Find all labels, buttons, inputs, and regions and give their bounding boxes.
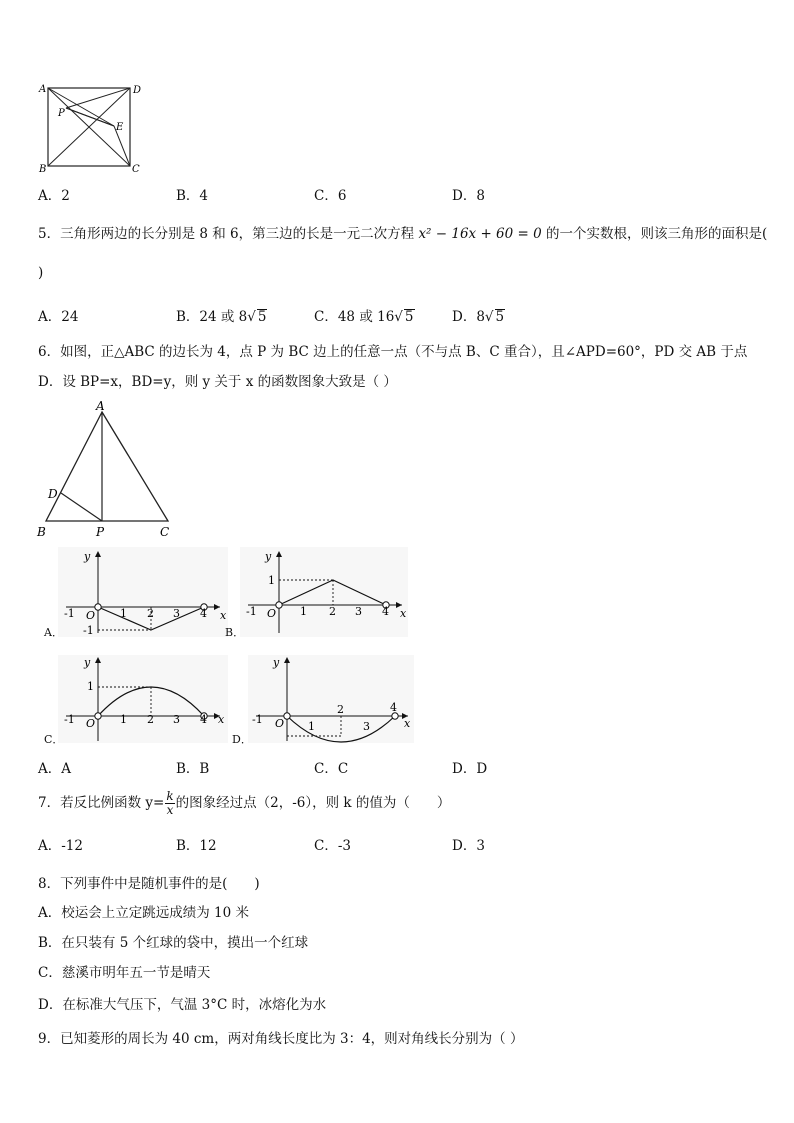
label-c: C <box>132 164 140 175</box>
svg-text:1: 1 <box>120 713 127 726</box>
q6-graph-c <box>58 655 228 743</box>
segment-ae <box>48 88 114 126</box>
segment-pd <box>66 88 130 108</box>
q5-equation: x² − 16x + 60 = 0 <box>418 226 542 242</box>
open-point-origin <box>95 604 101 610</box>
q6-graph-d <box>248 655 414 743</box>
q8-option-b[interactable]: B．在只装有 5 个红球的袋中，摸出一个红球 <box>38 935 309 951</box>
svg-text:O: O <box>267 607 277 620</box>
svg-text:3: 3 <box>363 720 370 733</box>
q9-stem: 9．已知菱形的周长为 40 cm，两对角线长度比为 3：4，则对角线长分别为（ ） <box>38 1031 524 1047</box>
svg-text:x: x <box>218 713 225 726</box>
q5-option-c[interactable]: C．48 或 16√ 5 <box>314 309 414 325</box>
label-a: A <box>39 84 47 95</box>
q4-option-d[interactable]: D．8 <box>452 188 485 204</box>
q8-option-a[interactable]: A．校运会上立定跳远成绩为 10 米 <box>38 905 250 921</box>
q7-option-a[interactable]: A．-12 <box>38 838 83 854</box>
svg-text:2: 2 <box>147 607 154 620</box>
svg-text:O: O <box>275 717 285 730</box>
q7-option-b[interactable]: B．12 <box>176 838 217 854</box>
q6-option-b[interactable]: B．B <box>176 761 210 777</box>
svg-text:-1: -1 <box>252 713 263 726</box>
q6-graph-d-tag: D． <box>232 733 252 746</box>
q7-stem: 7．若反比例函数 y= $\frac{k}{x}$ 的图象经过点（2，-6），则 k 的值为（ ） <box>38 789 451 817</box>
q5-stem-close: ) <box>38 265 44 281</box>
svg-text:3: 3 <box>173 713 180 726</box>
q4-square-figure <box>36 80 148 176</box>
svg-text:1: 1 <box>268 574 275 587</box>
svg-text:y: y <box>265 550 272 563</box>
q4-option-b[interactable]: B．4 <box>176 188 209 204</box>
label-p: P <box>96 525 105 539</box>
svg-text:1: 1 <box>308 720 315 733</box>
label-b: B <box>37 525 46 539</box>
svg-text:4: 4 <box>200 607 207 620</box>
q8-option-c[interactable]: C．慈溪市明年五一节是晴天 <box>38 965 211 981</box>
svg-text:y: y <box>84 550 91 563</box>
label-c: C <box>160 525 170 539</box>
svg-text:x: x <box>220 609 227 622</box>
svg-text:2: 2 <box>337 703 344 716</box>
label-a: A <box>96 399 105 413</box>
q6-stem-line1: 6．如图，正△ABC 的边长为 4，点 P 为 BC 边上的任意一点（不与点 B、C 重合），且∠APD=60°，PD 交 AB 于点 <box>38 344 748 360</box>
svg-text:4: 4 <box>390 701 397 714</box>
label-d: D <box>133 85 142 96</box>
q6-option-c[interactable]: C．C <box>314 761 349 777</box>
svg-text:-1: -1 <box>64 713 75 726</box>
svg-text:O: O <box>86 717 96 730</box>
segment-dp <box>61 493 102 521</box>
q6-option-d[interactable]: D．D <box>452 761 488 777</box>
svg-text:4: 4 <box>200 713 207 726</box>
q6-graph-a <box>58 547 228 637</box>
q6-triangle-figure <box>34 398 184 540</box>
svg-text:O: O <box>86 609 96 622</box>
q6-option-a[interactable]: A．A <box>38 761 71 777</box>
label-p: P <box>58 108 65 119</box>
q6-graph-b-tag: B． <box>225 626 245 639</box>
svg-text:1: 1 <box>87 680 94 693</box>
svg-text:y: y <box>84 656 91 669</box>
svg-text:2: 2 <box>147 713 154 726</box>
triangle-abc <box>46 412 168 521</box>
q6-stem-line2: D．设 BP=x，BD=y，则 y 关于 x 的函数图象大致是（ ） <box>38 374 397 390</box>
q4-option-c[interactable]: C．6 <box>314 188 347 204</box>
svg-text:y: y <box>273 656 280 669</box>
q7-option-d[interactable]: D．3 <box>452 838 485 854</box>
svg-text:3: 3 <box>173 607 180 620</box>
q6-graph-a-tag: A． <box>44 626 63 639</box>
q6-graph-c-tag: C． <box>44 733 64 746</box>
svg-text:-1: -1 <box>64 607 75 620</box>
q5-option-a[interactable]: A．24 <box>38 309 79 325</box>
svg-text:4: 4 <box>382 605 389 618</box>
label-e: E <box>116 122 124 133</box>
label-d: D <box>48 487 58 501</box>
q8-option-d[interactable]: D．在标准大气压下，气温 3°C 时，冰熔化为水 <box>38 997 327 1013</box>
q7-option-c[interactable]: C．-3 <box>314 838 351 854</box>
svg-text:-1: -1 <box>83 624 94 637</box>
svg-text:2: 2 <box>329 605 336 618</box>
q5-option-b[interactable]: B．24 或 8√ 5 <box>176 309 267 325</box>
svg-text:3: 3 <box>355 605 362 618</box>
svg-text:-1: -1 <box>246 605 257 618</box>
q4-option-a[interactable]: A．2 <box>38 188 70 204</box>
svg-text:x: x <box>404 717 411 730</box>
label-b: B <box>39 164 47 175</box>
svg-text:1: 1 <box>300 605 307 618</box>
q6-graph-b <box>240 547 408 637</box>
q7-fraction: $\frac{k}{x}$ <box>166 789 174 817</box>
graph-b-line <box>279 580 386 605</box>
q5-stem: 5．三角形两边的长分别是 8 和 6，第三边的长是一元二次方程 x² − 16x + 60 = 0 的一个实数根，则该三角形的面积是( <box>38 226 768 242</box>
svg-text:x: x <box>400 607 407 620</box>
svg-text:1: 1 <box>120 607 127 620</box>
q5-option-d[interactable]: D．8√ 5 <box>452 309 505 325</box>
q8-stem: 8．下列事件中是随机事件的是( ) <box>38 876 260 892</box>
